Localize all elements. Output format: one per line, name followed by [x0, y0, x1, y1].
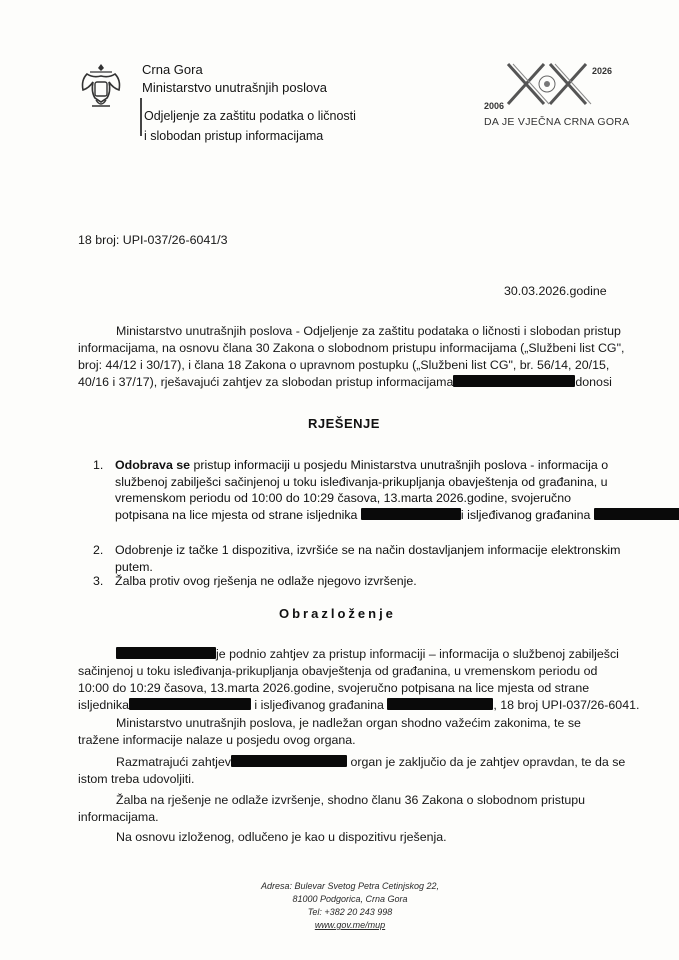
country-name: Crna Gora [142, 62, 203, 77]
intro-line-1: Ministarstvo unutrašnjih poslova - Odjeljenje za zaštitu podataka o ličnosti i slobodan pristup [116, 324, 621, 338]
item-3-line-1: Žalba protiv ovog rješenja ne odlaže njegovo izvršenje. [115, 574, 417, 588]
footer-address-line-1: Adresa: Bulevar Svetog Petra Cetinjskog 22, [260, 881, 440, 891]
coat-of-arms-icon [78, 60, 124, 116]
list-item [93, 542, 621, 575]
redaction-block [387, 698, 493, 710]
reasoning-p2-line-1: Ministarstvo unutrašnjih poslova, je nadležan organ shodno važećim zakonima, te se [116, 716, 581, 730]
footer-phone: Tel: +382 20 243 998 [307, 907, 393, 917]
redaction-block [361, 508, 461, 520]
item-1-line-3: vremenskom periodu od 10:00 do 10:29 časova, 13.marta 2026.godine, svojeručno [115, 491, 571, 505]
anniversary-year-start: 2006 [484, 101, 505, 111]
reasoning-p2-line-2: tražene informacije nalaze u posjedu ovog organa. [78, 733, 356, 747]
item-bold-lead: Odobrava se [115, 458, 191, 472]
reasoning-line-3: 10:00 do 10:29 časova, 13.marta 2026.godine, svojeručno potpisana na lice mjesta od strane [78, 681, 590, 695]
item-2-line-2: putem. [115, 559, 153, 574]
redaction-block [129, 698, 251, 710]
reasoning-line-2: sačinjenoj u toku isleđivanja-prikupljanja obavještenja od građanina, u vremenskom periodu od [78, 664, 598, 678]
intro-line-4-text: 40/16 i 37/17), rješavajući zahtjev za slobodan pristup informacijama [78, 375, 454, 389]
reasoning-p4-line-2: informacijama. [78, 810, 159, 824]
ministry-name: Ministarstvo unutrašnjih poslova [142, 80, 327, 95]
anniversary-motto: DA JE VJEČNA CRNA GORA [484, 116, 630, 128]
redaction-block [594, 508, 679, 520]
reasoning-line-4 [78, 697, 639, 714]
reasoning-p3-line-1a: Razmatrajući zahtjev [116, 755, 232, 769]
reasoning-p3-line-1 [116, 754, 625, 771]
reasoning-line-1 [116, 646, 619, 663]
reasoning-p3-line-2: istom treba udovoljiti. [78, 772, 195, 786]
item-number: 1. [93, 458, 104, 472]
department-line-1: Odjeljenje za zaštitu podatka o ličnosti [144, 109, 356, 123]
item-2-line-1: Odobrenje iz tačke 1 dispozitiva, izvršiće se na način dostavljanjem informacije elektronskim [115, 543, 621, 557]
department-line-2: i slobodan pristup informacijama [144, 129, 324, 143]
list-item [93, 573, 615, 590]
redaction-block [453, 375, 575, 387]
intro-line-3: broj: 44/12 i 30/17), i člana 18 Zakona o upravnom postupku („Službeni list CG", br. 56/14, 20/15, [78, 358, 610, 372]
reasoning-p4-line-1: Žalba na rješenje ne odlaže izvršenje, shodno članu 36 Zakona o slobodnom pristupu [116, 793, 586, 807]
reference-number: 18 broj: UPI-037/26-6041/3 [78, 233, 228, 247]
intro-line-4 [78, 374, 612, 391]
footer-website: www.gov.me/mup [314, 920, 386, 930]
anniversary-year-end: 2026 [592, 66, 613, 76]
document-date: 30.03.2026.godine [504, 284, 607, 298]
redaction-block [116, 647, 216, 659]
item-number: 2. [93, 543, 104, 557]
item-1-line-1: pristup informaciji u posjedu Ministarstva unutrašnjih poslova - informacija o [190, 458, 609, 472]
item-number: 3. [93, 574, 104, 588]
reasoning-title: Obrazloženje [279, 606, 396, 621]
list-item [93, 457, 615, 523]
item-1-line-4a: potpisana na lice mjesta od strane isljednika [115, 507, 358, 522]
reasoning-p3-line-1b: organ je zaključio da je zahtjev opravdan, te da se [350, 755, 626, 769]
footer-address [240, 880, 460, 932]
intro-line-2: informacijama, na osnovu člana 30 Zakona o slobodnom pristupu informacijama („Službeni list CG", [78, 341, 625, 355]
header-divider [140, 98, 142, 136]
decision-title: RJEŠENJE [308, 416, 380, 431]
redaction-block [231, 755, 347, 767]
item-1-line-2: službenoj zabilješci sačinjenoj u toku isleđivanja-prikupljanja obavještenja od građanina, u [115, 474, 608, 489]
reasoning-line-4b: i isljeđivanog građanina [254, 698, 384, 712]
reasoning-p5-line-1: Na osnovu izloženog, odlučeno je kao u dispozitivu rješenja. [116, 830, 447, 844]
item-1-line-4b: i isljeđivanog građanina [460, 507, 591, 522]
footer-address-line-2: 81000 Podgorica, Crna Gora [292, 894, 408, 904]
reasoning-line-4a: isljednika [78, 698, 129, 712]
reasoning-line-4c: , 18 broj UPI-037/26-6041. [493, 698, 640, 712]
reasoning-line-1-text: je podnio zahtjev za pristup informaciji – informacija o službenoj zabilješci [216, 647, 619, 661]
intro-line-4-end: donosi [575, 375, 612, 389]
